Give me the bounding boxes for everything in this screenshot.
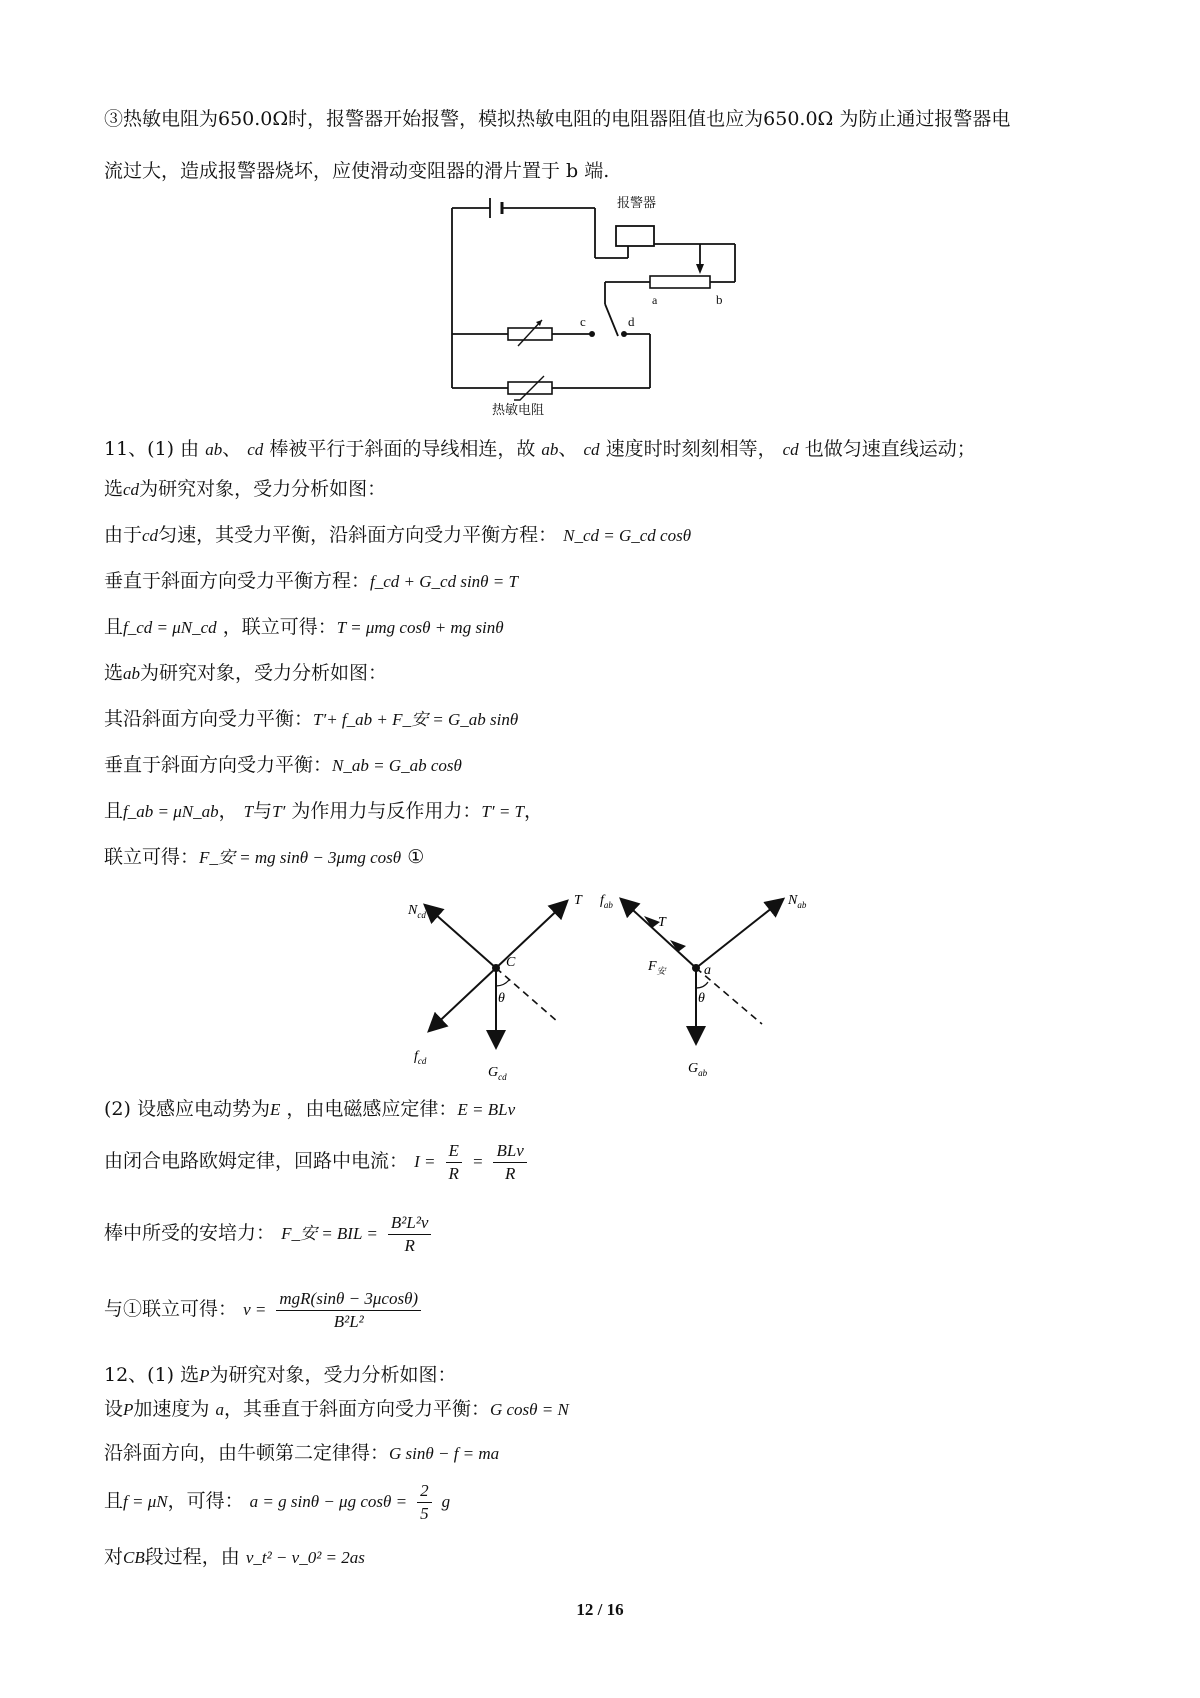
q11-line-8: 垂直于斜面方向受力平衡：N_ab = G_ab cosθ xyxy=(104,754,462,776)
label-T-cd: T xyxy=(574,893,582,908)
q12-line-3: 沿斜面方向，由牛顿第二定律得：G sinθ − f = ma xyxy=(104,1442,500,1464)
q11b-line-1: (2) 设感应电动势为E ，由电磁感应定律：E = BLv xyxy=(104,1098,516,1120)
label-N-ab: $N_{ab}$ xyxy=(788,893,807,910)
q11-line-2: 选cd为研究对象，受力分析如图： xyxy=(104,478,387,500)
rheostat-a-label: a xyxy=(652,293,658,307)
q12-line-1: 12、(1) 选P为研究对象，受力分析如图： xyxy=(104,1364,457,1386)
label-f-ab: $f_{ab}$ xyxy=(600,893,613,910)
q11b-line-3: 棒中所受的安培力： F_安 = BIL = $\frac{\text{B²L²v}}{R}$ xyxy=(104,1208,435,1259)
q11b-line-2: 由闭合电路欧姆定律，回路中电流： I = $\frac{E}{R}$ = $\frac{\text{BLv}}{R}$ xyxy=(104,1136,531,1187)
page-number: 12 / 16 xyxy=(576,1600,624,1619)
force-diagram-cd xyxy=(400,886,600,1086)
q11-line-3: 由于cd匀速，其受力平衡，沿斜面方向受力平衡方程： N_cd = G_cd cosθ xyxy=(104,524,692,546)
label-f-cd: $f_{cd}$ xyxy=(414,1049,427,1066)
q11-line-1: 11、(1) 由 ab、 cd 棒被平行于斜面的导线相连，故 ab、 cd 速度时时刻刻相等， cd 也做匀速直线运动； xyxy=(104,438,976,460)
q11-line-4: 垂直于斜面方向受力平衡方程：f_cd + G_cd sinθ = T xyxy=(104,570,518,592)
q11-line-9: 且f_ab = μN_ab， T与T′ 为作用力与反作用力：T′ = T， xyxy=(104,800,544,822)
q11-line-6: 选ab为研究对象，受力分析如图： xyxy=(104,662,388,684)
text-line-2: 流过大，造成报警器烧坏，应使滑动变阻器的滑片置于 b 端. xyxy=(104,160,610,182)
q12-line-2: 设P加速度为 a，其垂直于斜面方向受力平衡：G cosθ = N xyxy=(104,1398,569,1420)
contact-d-label: d xyxy=(628,314,635,329)
rheostat-b-label: b xyxy=(716,292,723,307)
label-C: C xyxy=(506,955,516,970)
text-line-1: ③热敏电阻为650.0Ω时，报警器开始报警，模拟热敏电阻的电阻器阻值也应为650.0Ω 为防止通过报警器电 xyxy=(104,108,1011,130)
label-F-an: $F_安$ xyxy=(648,959,666,976)
q12-line-5: 对CB段过程，由 v_t² − v_0² = 2as xyxy=(104,1546,365,1568)
circuit-diagram xyxy=(440,196,760,426)
label-T-ab: T xyxy=(658,915,666,930)
label-theta-cd: θ xyxy=(498,991,505,1006)
force-diagram-ab xyxy=(592,886,822,1086)
label-N-cd: $N_{cd}$ xyxy=(408,903,426,920)
label-G-cd: $G_{cd}$ xyxy=(488,1065,507,1082)
q11b-line-4: 与①联立可得： v = $\frac{\text{mgR(sinθ − 3μcosθ)}}{\text{B²L²}}$ xyxy=(104,1284,425,1335)
q11-line-10: 联立可得：F_安 = mg sinθ − 3μmg cosθ ① xyxy=(104,846,425,868)
label-G-ab: $G_{ab}$ xyxy=(688,1061,708,1078)
q11-line-7: 其沿斜面方向受力平衡：T′+ f_ab + F_安 = G_ab sinθ xyxy=(104,708,519,730)
label-theta-ab: θ xyxy=(698,991,705,1006)
alarm-label: 报警器 xyxy=(617,196,657,210)
q12-line-4: 且f = μN，可得： a = g sinθ − μg cosθ = $\frac{2}{5}$ g xyxy=(104,1480,451,1523)
q11-line-5: 且f_cd = μN_cd ，联立可得：T = μmg cosθ + mg sinθ xyxy=(104,616,504,638)
contact-c-label: c xyxy=(580,314,586,329)
thermistor-label: 热敏电阻 xyxy=(492,402,545,417)
label-a: a xyxy=(704,963,711,978)
